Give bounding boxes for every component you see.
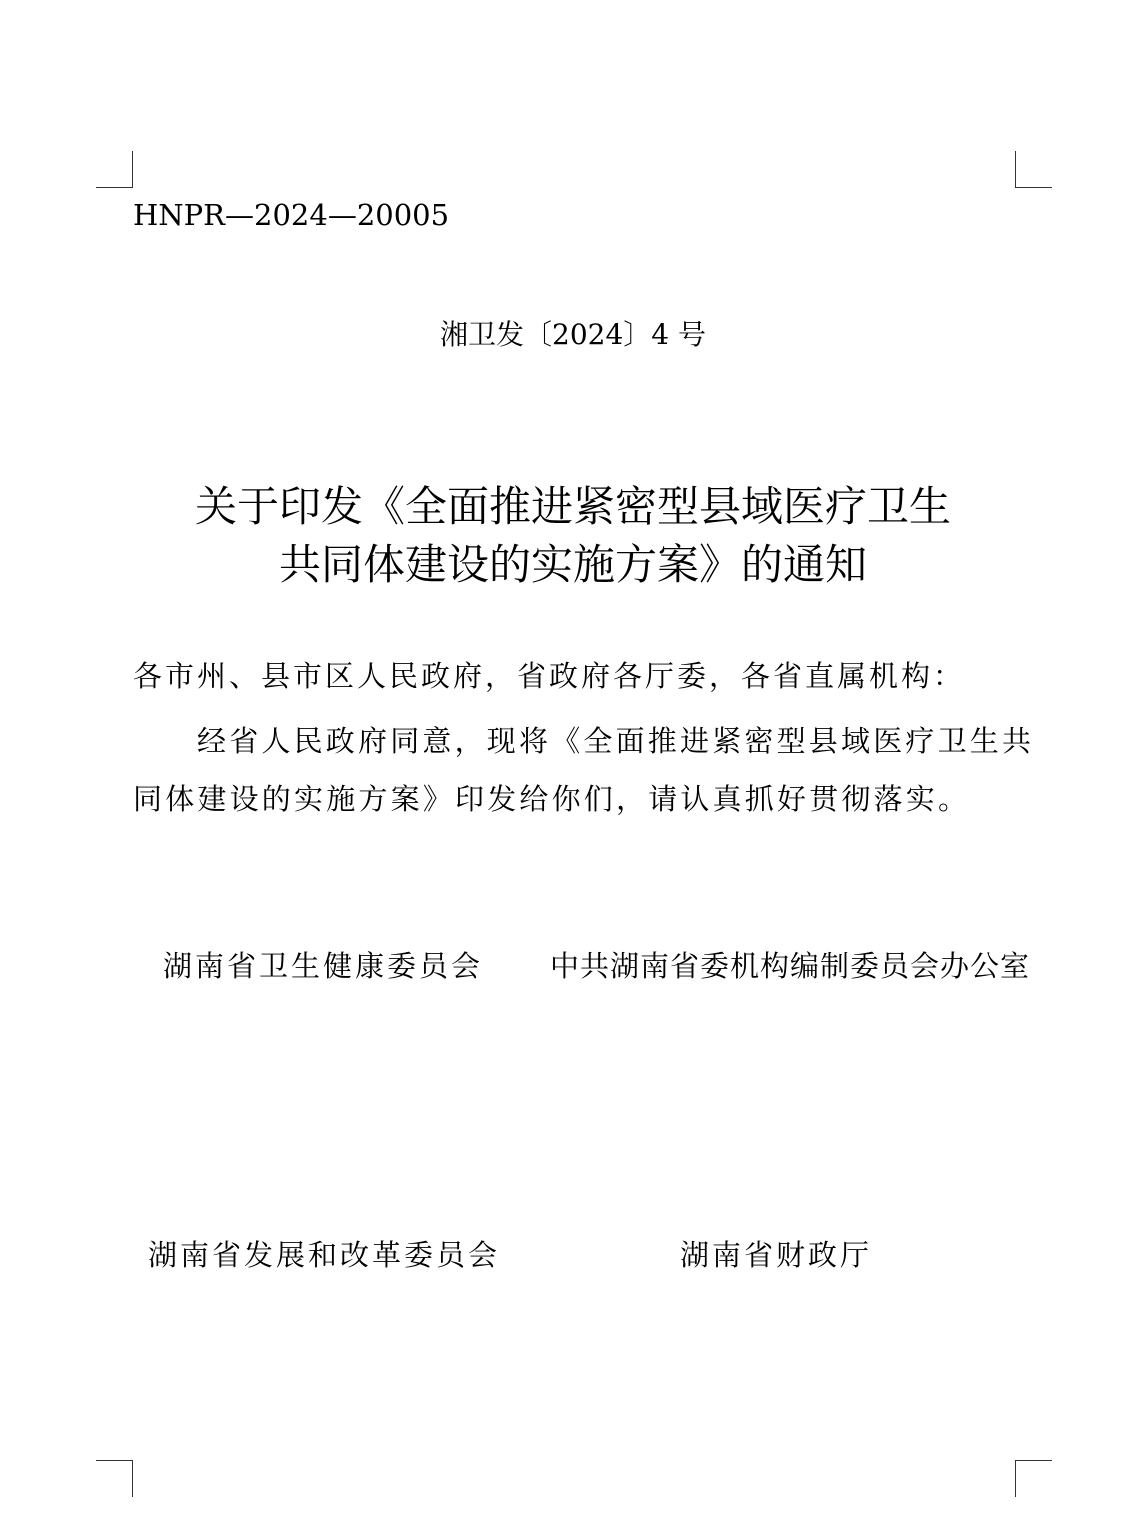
crop-mark-bottom-left bbox=[96, 1460, 133, 1497]
document-number: 湘卫发〔2024〕4 号 bbox=[440, 318, 706, 351]
crop-mark-top-left bbox=[96, 151, 133, 188]
body-paragraph bbox=[133, 712, 1035, 828]
crop-mark-top-right bbox=[1015, 151, 1052, 188]
title-line-1: 关于印发《全面推进紧密型县域医疗卫生 bbox=[194, 482, 951, 531]
title-line-2: 共同体建设的实施方案》的通知 bbox=[278, 540, 867, 589]
body-line-1: 经省人民政府同意，现将《全面推进紧密型县域医疗卫生共 bbox=[197, 724, 1035, 758]
issuer-staffing-office: 中共湖南省委机构编制委员会办公室 bbox=[550, 949, 1031, 983]
document-code: HNPR—2024—20005 bbox=[133, 198, 450, 232]
issuer-finance-department: 湖南省财政厅 bbox=[680, 1238, 873, 1272]
issuer-health-commission: 湖南省卫生健康委员会 bbox=[163, 949, 484, 983]
addressee: 各市州、县市区人民政府，省政府各厅委，各省直属机构： bbox=[133, 659, 966, 693]
body-line-2: 同体建设的实施方案》印发给你们，请认真抓好贯彻落实。 bbox=[133, 782, 971, 816]
document-title bbox=[0, 478, 1146, 594]
issuer-development-reform-commission: 湖南省发展和改革委员会 bbox=[148, 1238, 501, 1272]
crop-mark-bottom-right bbox=[1015, 1460, 1052, 1497]
